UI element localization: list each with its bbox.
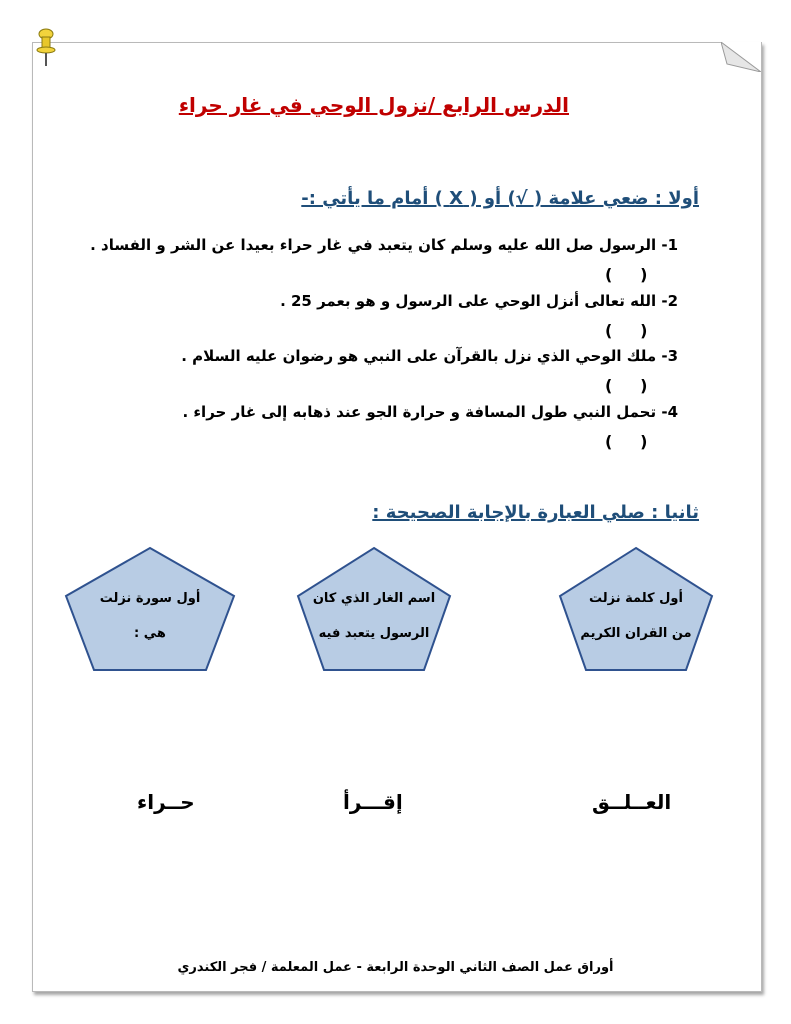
question-3: 3- ملك الوحي الذي نزل بالقرآن على النبي هو رضوان عليه السلام . (181, 347, 678, 365)
section-2-heading: ثانيا : صلي العبارة بالإجابة الصحيحة : (372, 502, 699, 523)
answer-box-3[interactable]: ( ) (605, 376, 648, 395)
question-1: 1- الرسول صل الله عليه وسلم كان يتعبد في غار حراء بعيدا عن الشر و الفساد . (90, 236, 678, 254)
answer-option-hira[interactable]: حــراء (137, 790, 195, 814)
pentagon-3-line2: هي : (134, 626, 166, 641)
pentagon-first-surah[interactable] (66, 548, 234, 670)
page-footer: أوراق عمل الصف الثاني الوحدة الرابعة - عمل المعلمة / فجر الكندري (177, 960, 614, 975)
pentagon-3-line1: أول سورة نزلت (99, 591, 201, 606)
answer-box-4[interactable]: ( ) (605, 432, 648, 451)
pentagon-1-line1: أول كلمة نزلت (589, 591, 683, 606)
pentagon-2-line1: اسم الغار الذي كان (312, 591, 436, 606)
pentagon-2-line2: الرسول يتعبد فيه (318, 626, 430, 641)
question-2: 2- الله تعالى أنزل الوحي على الرسول و هو بعمر 25 . (280, 292, 678, 310)
lesson-title: الدرس الرابع /نزول الوحي في غار حراء (178, 93, 569, 117)
answer-option-iqra[interactable]: إقـــرأ (343, 790, 403, 814)
answer-option-alaq[interactable]: العــلــق (592, 790, 672, 814)
pentagon-1-line2: من القران الكريم (580, 626, 692, 641)
question-4: 4- تحمل النبي طول المسافة و حرارة الجو عند ذهابه إلى غار حراء . (182, 403, 678, 421)
section-1-heading: أولا : ضعي علامة ( √) أو ( X ) أمام ما يأتي :- (301, 188, 699, 209)
answer-box-1[interactable]: ( ) (605, 265, 648, 284)
pentagon-first-word[interactable] (560, 548, 712, 670)
answer-box-2[interactable]: ( ) (605, 321, 648, 340)
pentagon-cave-name[interactable] (298, 548, 450, 670)
